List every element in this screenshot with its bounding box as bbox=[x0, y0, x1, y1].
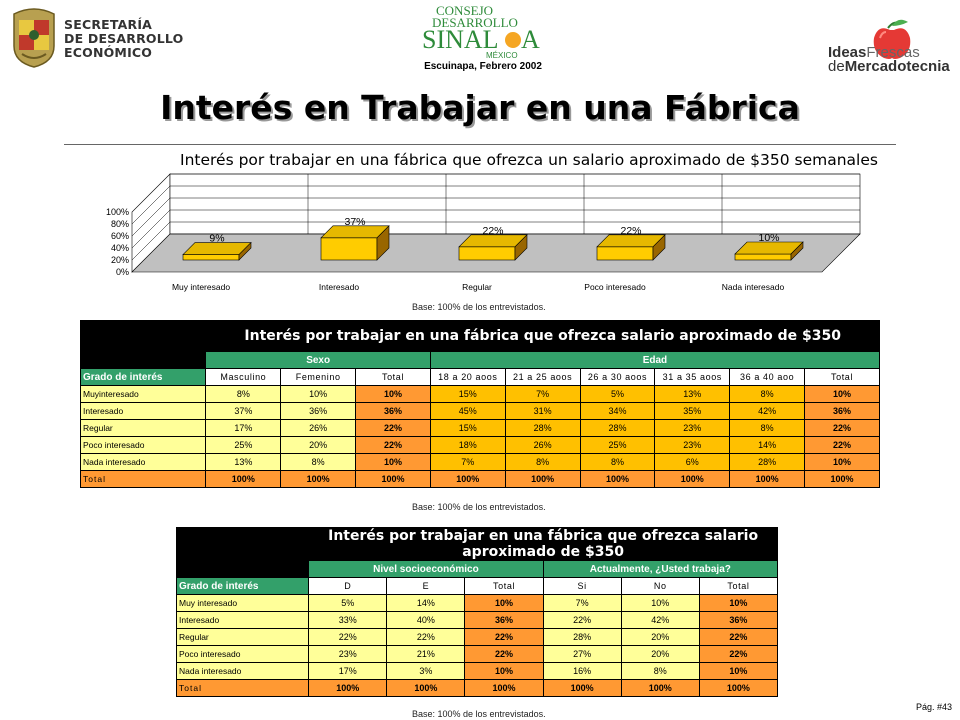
y-tick-label: 80% bbox=[110, 219, 129, 229]
table-cell: 42% bbox=[621, 612, 699, 629]
table-cell: 22% bbox=[805, 437, 880, 454]
y-tick-label: 60% bbox=[110, 231, 129, 241]
de-word: de bbox=[828, 58, 845, 75]
table-cell: 10% bbox=[281, 386, 356, 403]
table-cell: 45% bbox=[430, 403, 505, 420]
svg-text:CONSEJO: CONSEJO bbox=[436, 3, 494, 18]
table-cell: 6% bbox=[655, 454, 730, 471]
row-label: Poco interesado bbox=[81, 437, 206, 454]
table-cell: 100% bbox=[309, 680, 387, 697]
table-row bbox=[81, 420, 880, 437]
column-header: Total bbox=[465, 578, 543, 595]
table-cell: 17% bbox=[206, 420, 281, 437]
table-cell: 28% bbox=[505, 420, 580, 437]
bar-front bbox=[597, 247, 653, 260]
page-title: Interés en Trabajar en una Fábrica bbox=[160, 88, 800, 127]
row-label: Interesado bbox=[177, 612, 309, 629]
table-cell: 100% bbox=[430, 471, 505, 488]
page-number: Pág. #43 bbox=[916, 702, 953, 712]
table-row bbox=[81, 454, 880, 471]
row-label: Total bbox=[177, 680, 309, 697]
place-date-label: Escuinapa, Febrero 2002 bbox=[424, 61, 542, 72]
table-interest-by-sex-age bbox=[80, 320, 880, 488]
table-cell: 15% bbox=[430, 386, 505, 403]
table-cell: 22% bbox=[387, 629, 465, 646]
row-label: Muy interesado bbox=[177, 595, 309, 612]
bar-front bbox=[321, 238, 377, 260]
table-cell: 22% bbox=[356, 437, 431, 454]
title-divider bbox=[64, 144, 896, 145]
table-cell: 22% bbox=[465, 629, 543, 646]
table-cell: 22% bbox=[699, 646, 777, 663]
bar-value-label: 37% bbox=[344, 215, 366, 228]
table-cell: 17% bbox=[309, 663, 387, 680]
table-cell: 100% bbox=[730, 471, 805, 488]
table-cell: 10% bbox=[621, 595, 699, 612]
table-title-row bbox=[177, 528, 778, 561]
table-cell: 100% bbox=[805, 471, 880, 488]
table-cell: 21% bbox=[387, 646, 465, 663]
table-title: Interés por trabajar en una fábrica que ofrezca salario aproximado de $350 bbox=[206, 321, 880, 352]
table-cell: 15% bbox=[430, 420, 505, 437]
bar-front bbox=[183, 255, 239, 260]
table-cell: 36% bbox=[356, 403, 431, 420]
column-header: 31 a 35 aoos bbox=[655, 369, 730, 386]
table-row bbox=[81, 437, 880, 454]
column-header: Total bbox=[805, 369, 880, 386]
table-cell: 18% bbox=[430, 437, 505, 454]
table-total-row bbox=[177, 680, 778, 697]
table-cell: 8% bbox=[206, 386, 281, 403]
table-cell: 100% bbox=[505, 471, 580, 488]
table-interest-by-nse-work bbox=[176, 527, 778, 697]
table-cell: 28% bbox=[580, 420, 655, 437]
table-cell: 25% bbox=[580, 437, 655, 454]
table-body bbox=[177, 595, 778, 697]
table-cell: 7% bbox=[543, 595, 621, 612]
table-cell: 35% bbox=[655, 403, 730, 420]
y-tick-label: 40% bbox=[110, 243, 129, 253]
table-column-header-row bbox=[81, 369, 880, 386]
svg-text:A: A bbox=[521, 25, 540, 54]
table-cell: 10% bbox=[699, 663, 777, 680]
bar-chart-3d bbox=[96, 168, 876, 298]
base-note-table2: Base: 100% de los entrevistados. bbox=[412, 709, 546, 719]
secretaria-line-2: DE DESARROLLO bbox=[64, 31, 184, 46]
frescas-word: Frescas bbox=[866, 44, 920, 61]
table-cell: 10% bbox=[465, 663, 543, 680]
row-label: Regular bbox=[177, 629, 309, 646]
table-cell: 8% bbox=[281, 454, 356, 471]
table-cell: 20% bbox=[621, 629, 699, 646]
base-note-table1: Base: 100% de los entrevistados. bbox=[412, 502, 546, 512]
table-cell: 8% bbox=[621, 663, 699, 680]
table-cell: 100% bbox=[543, 680, 621, 697]
group-header-sexo: Sexo bbox=[206, 352, 430, 369]
column-header: Si bbox=[543, 578, 621, 595]
bar-value-label: 10% bbox=[758, 232, 780, 244]
column-header: Masculino bbox=[206, 369, 281, 386]
row-label: Total bbox=[81, 471, 206, 488]
table-title-row bbox=[81, 321, 880, 352]
table-cell: 13% bbox=[206, 454, 281, 471]
table-group-row bbox=[177, 561, 778, 578]
table-cell: 8% bbox=[730, 386, 805, 403]
table-group-spacer bbox=[177, 561, 309, 578]
table-cell: 100% bbox=[387, 680, 465, 697]
row-label: Interesado bbox=[81, 403, 206, 420]
svg-text:MÉXICO: MÉXICO bbox=[486, 51, 518, 60]
table-cell: 7% bbox=[430, 454, 505, 471]
row-label: Nada interesado bbox=[177, 663, 309, 680]
table-cell: 14% bbox=[730, 437, 805, 454]
table-cell: 42% bbox=[730, 403, 805, 420]
column-header: 26 a 30 aoos bbox=[580, 369, 655, 386]
table-cell: 5% bbox=[580, 386, 655, 403]
base-note-chart: Base: 100% de los entrevistados. bbox=[412, 302, 546, 312]
x-category-label: Nada interesado bbox=[721, 282, 785, 292]
consejo-desarrollo-sinaloa-logo bbox=[418, 2, 548, 60]
table-cell: 22% bbox=[699, 629, 777, 646]
table-cell: 100% bbox=[699, 680, 777, 697]
secretaria-line-3: ECONÓMICO bbox=[64, 45, 153, 60]
table-cell: 22% bbox=[309, 629, 387, 646]
table-cell: 36% bbox=[281, 403, 356, 420]
table-cell: 5% bbox=[309, 595, 387, 612]
table-cell: 100% bbox=[356, 471, 431, 488]
bar-value-label: 22% bbox=[620, 224, 642, 237]
table-cell: 10% bbox=[805, 386, 880, 403]
table-cell: 13% bbox=[655, 386, 730, 403]
table-group-spacer bbox=[81, 352, 206, 369]
bar-front bbox=[459, 247, 515, 260]
table-cell: 20% bbox=[281, 437, 356, 454]
svg-text:SINAL: SINAL bbox=[422, 25, 499, 54]
column-header: 18 a 20 aoos bbox=[430, 369, 505, 386]
table-cell: 3% bbox=[387, 663, 465, 680]
table-cell: 100% bbox=[580, 471, 655, 488]
ideas-word: Ideas bbox=[828, 44, 867, 61]
row-label: Muyinteresado bbox=[81, 386, 206, 403]
table-cell: 31% bbox=[505, 403, 580, 420]
table-cell: 10% bbox=[699, 595, 777, 612]
table-cell: 36% bbox=[805, 403, 880, 420]
table-cell: 7% bbox=[505, 386, 580, 403]
secretaria-text-block bbox=[64, 18, 183, 60]
table-cell: 8% bbox=[505, 454, 580, 471]
table-cell: 8% bbox=[730, 420, 805, 437]
y-tick-label: 100% bbox=[105, 207, 129, 217]
table-cell: 10% bbox=[356, 454, 431, 471]
table-row bbox=[177, 612, 778, 629]
table-cell: 28% bbox=[730, 454, 805, 471]
table-cell: 22% bbox=[465, 646, 543, 663]
table-cell: 23% bbox=[655, 420, 730, 437]
table-cell: 25% bbox=[206, 437, 281, 454]
group-header-edad: Edad bbox=[430, 352, 879, 369]
table-title-spacer bbox=[177, 528, 309, 561]
table-cell: 10% bbox=[356, 386, 431, 403]
x-category-label: Muy interesado bbox=[171, 282, 231, 292]
table-row bbox=[81, 386, 880, 403]
column-header: Total bbox=[356, 369, 431, 386]
table-cell: 14% bbox=[387, 595, 465, 612]
table-cell: 26% bbox=[505, 437, 580, 454]
column-header: 36 a 40 aoo bbox=[730, 369, 805, 386]
sinaloa-seal-logo bbox=[8, 6, 60, 68]
group-header-trabaja: Actualmente, ¿Usted trabaja? bbox=[543, 561, 777, 578]
bar-value-label: 9% bbox=[209, 232, 225, 245]
table-cell: 37% bbox=[206, 403, 281, 420]
table-cell: 22% bbox=[805, 420, 880, 437]
bar-front bbox=[735, 254, 791, 260]
x-category-label: Regular bbox=[462, 282, 492, 292]
table-cell: 100% bbox=[281, 471, 356, 488]
svg-text:DESARROLLO: DESARROLLO bbox=[432, 15, 518, 30]
table-cell: 34% bbox=[580, 403, 655, 420]
table-cell: 36% bbox=[699, 612, 777, 629]
table-cell: 40% bbox=[387, 612, 465, 629]
table-cell: 27% bbox=[543, 646, 621, 663]
table-cell: 100% bbox=[465, 680, 543, 697]
column-header: Femenino bbox=[281, 369, 356, 386]
de-mercadotecnia-line bbox=[828, 58, 950, 75]
table-cell: 22% bbox=[356, 420, 431, 437]
row-label: Nada interesado bbox=[81, 454, 206, 471]
bar-value-label: 22% bbox=[482, 224, 504, 237]
column-header: Total bbox=[699, 578, 777, 595]
group-header-nivel: Nivel socioeconómico bbox=[309, 561, 543, 578]
table-group-row bbox=[81, 352, 880, 369]
table-column-header-row bbox=[177, 578, 778, 595]
table-cell: 10% bbox=[465, 595, 543, 612]
table-cell: 100% bbox=[206, 471, 281, 488]
row-header-label: Grado de interés bbox=[81, 369, 206, 386]
y-tick-label: 20% bbox=[110, 255, 129, 265]
chart-back-wall bbox=[170, 174, 860, 234]
table-cell: 100% bbox=[621, 680, 699, 697]
table-cell: 26% bbox=[281, 420, 356, 437]
table-title-spacer bbox=[81, 321, 206, 352]
row-label: Poco interesado bbox=[177, 646, 309, 663]
row-label: Regular bbox=[81, 420, 206, 437]
table-row bbox=[81, 403, 880, 420]
table-cell: 28% bbox=[543, 629, 621, 646]
row-header-label: Grado de interés bbox=[177, 578, 309, 595]
x-category-label: Interesado bbox=[318, 282, 360, 292]
x-category-label: Poco interesado bbox=[584, 282, 646, 292]
table-cell: 22% bbox=[543, 612, 621, 629]
table-cell: 36% bbox=[465, 612, 543, 629]
table-row bbox=[177, 629, 778, 646]
chart-title: Interés por trabajar en una fábrica que ofrezca un salario aproximado de $350 semanales bbox=[180, 151, 878, 169]
column-header: 21 a 25 aoos bbox=[505, 369, 580, 386]
table-cell: 100% bbox=[655, 471, 730, 488]
table-row bbox=[177, 663, 778, 680]
table-cell: 8% bbox=[580, 454, 655, 471]
table-row bbox=[177, 646, 778, 663]
column-header: No bbox=[621, 578, 699, 595]
secretaria-line-1: SECRETARÍA bbox=[64, 17, 153, 32]
table-row bbox=[177, 595, 778, 612]
table-cell: 23% bbox=[655, 437, 730, 454]
column-header: D bbox=[309, 578, 387, 595]
table-title: Interés por trabajar en una fábrica que ofrezca salario aproximado de $350 bbox=[309, 528, 778, 561]
table-total-row bbox=[81, 471, 880, 488]
table-cell: 10% bbox=[805, 454, 880, 471]
table-cell: 23% bbox=[309, 646, 387, 663]
mercadotecnia-word: Mercadotecnia bbox=[844, 58, 950, 75]
y-tick-label: 0% bbox=[115, 267, 129, 277]
table-body bbox=[81, 386, 880, 488]
column-header: E bbox=[387, 578, 465, 595]
table-cell: 16% bbox=[543, 663, 621, 680]
table-cell: 20% bbox=[621, 646, 699, 663]
table-cell: 33% bbox=[309, 612, 387, 629]
